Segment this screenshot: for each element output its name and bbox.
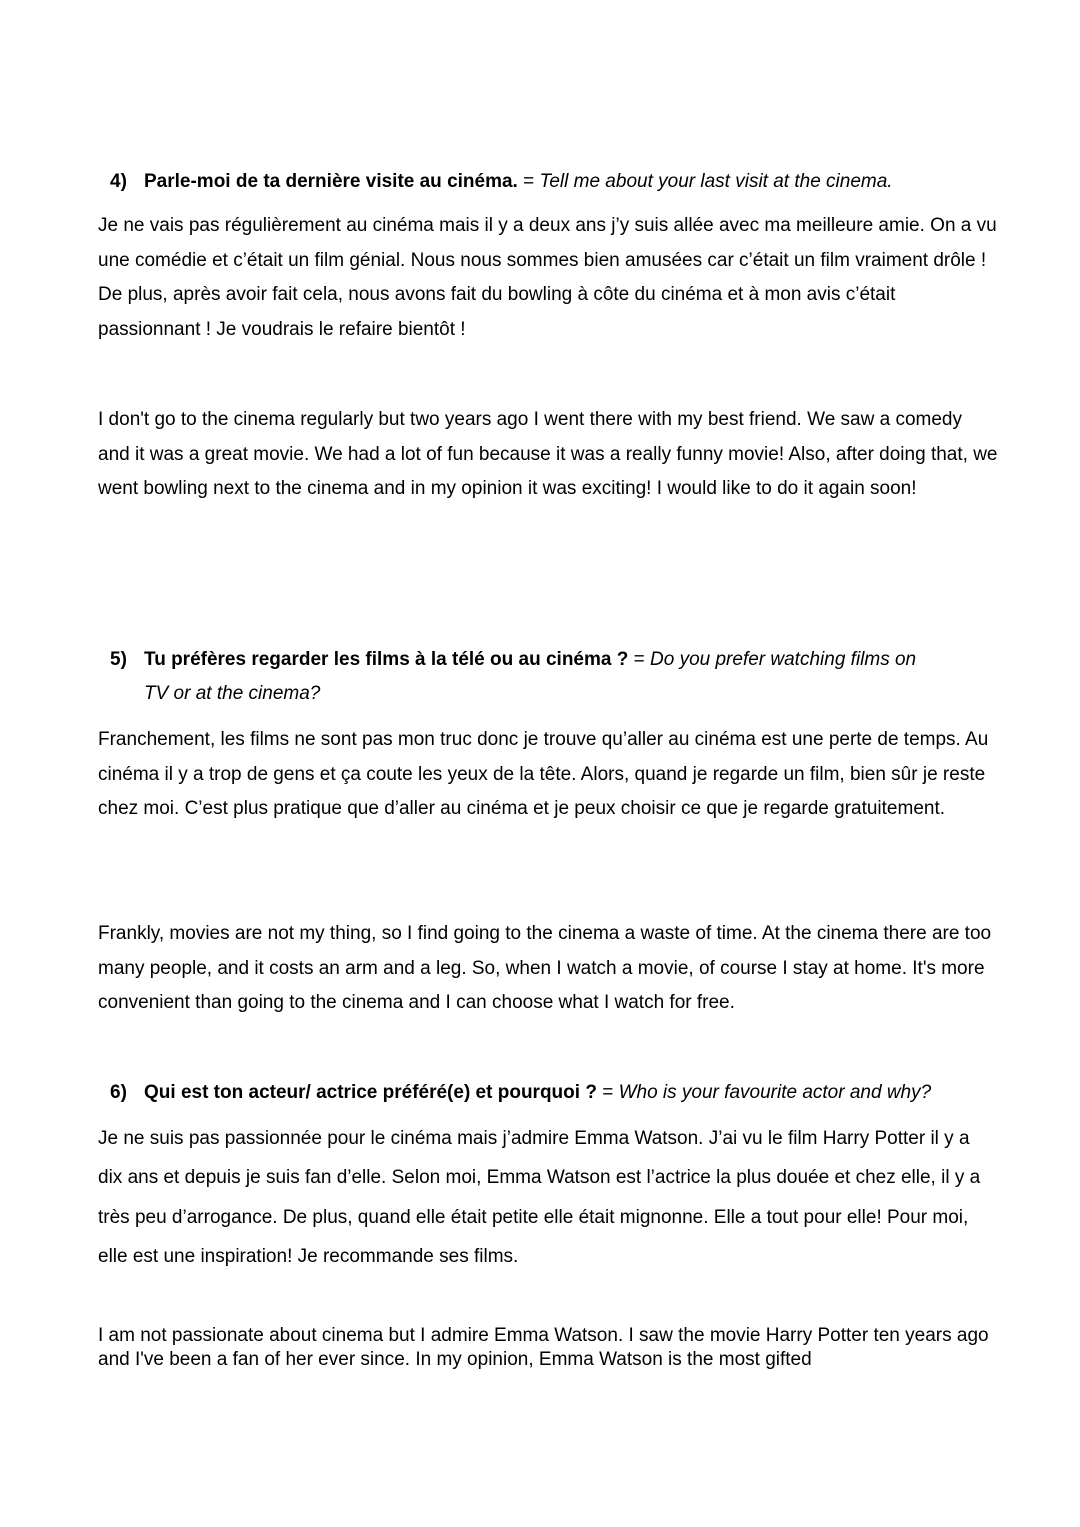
answer-6-french: Je ne suis pas passionnée pour le cinéma mais j’admire Emma Watson. J’ai vu le film Harry Potter il y a dix ans et depuis je suis fan d’elle. Selon moi, Emma Watson est l’actrice la plus douée et chez elle, il y a très peu d’arrogance. De plus, quand elle était petite elle était mignonne. Elle a tout pour elle! Pour moi, elle est une inspiration! Je recommande ses films.: [98, 1128, 981, 1267]
question-en: Tell me about your last visit at the cinema.: [539, 171, 893, 192]
question-number: 5): [110, 649, 127, 670]
question-en-continued: TV or at the cinema?: [144, 683, 321, 704]
question-fr: Parle-moi de ta dernière visite au cinéma.: [144, 171, 518, 192]
question-separator: =: [596, 1082, 619, 1103]
question-separator: =: [517, 171, 540, 192]
question-5-heading: [110, 643, 990, 711]
question-4-heading: [110, 165, 990, 199]
question-en: Who is your favourite actor and why?: [618, 1082, 932, 1103]
answer-5-french: Franchement, les films ne sont pas mon truc donc je trouve qu’aller au cinéma est une perte de temps. Au cinéma il y a trop de gens et ça coute les yeux de la tête. Alors, quand je regarde un film, bien sûr je reste chez moi. C’est plus pratique que d’aller au cinéma et je peux choisir ce que je regarde gratuitement.: [98, 729, 989, 819]
answer-4-french: Je ne vais pas régulièrement au cinéma mais il y a deux ans j’y suis allée avec ma meilleure amie. On a vu une comédie et c’était un film génial. Nous nous sommes bien amusées car c’était un film vraiment drôle ! De plus, après avoir fait cela, nous avons fait du bowling à côte du cinéma et à mon avis c’était passionnant ! Je voudrais le refaire bientôt !: [98, 215, 997, 340]
question-number: 4): [110, 171, 127, 192]
question-separator: =: [628, 649, 650, 670]
answer-5-english: Frankly, movies are not my thing, so I find going to the cinema a waste of time. At the cinema there are too many people, and it costs an arm and a leg. So, when I watch a movie, of course I stay at home. It's more convenient than going to the cinema and I can choose what I watch for free.: [98, 923, 992, 1013]
answer-4-english: I don't go to the cinema regularly but two years ago I went there with my best friend. We saw a comedy and it was a great movie. We had a lot of fun because it was a really funny movie! Also, after doing that, we went bowling next to the cinema and in my opinion it was exciting! I would like to do it again soon!: [98, 409, 998, 499]
question-en: Do you prefer watching films on: [650, 649, 917, 670]
answer-6-english: I am not passionate about cinema but I admire Emma Watson. I saw the movie Harry Potter ten years ago and I've been a fan of her ever since. In my opinion, Emma Watson is the most gifted: [98, 1325, 989, 1370]
question-fr: Qui est ton acteur/ actrice préféré(e) et pourquoi ?: [144, 1082, 597, 1103]
question-6-heading: [110, 1076, 990, 1110]
question-number: 6): [110, 1082, 127, 1103]
question-fr: Tu préfères regarder les films à la télé ou au cinéma ?: [144, 649, 629, 670]
